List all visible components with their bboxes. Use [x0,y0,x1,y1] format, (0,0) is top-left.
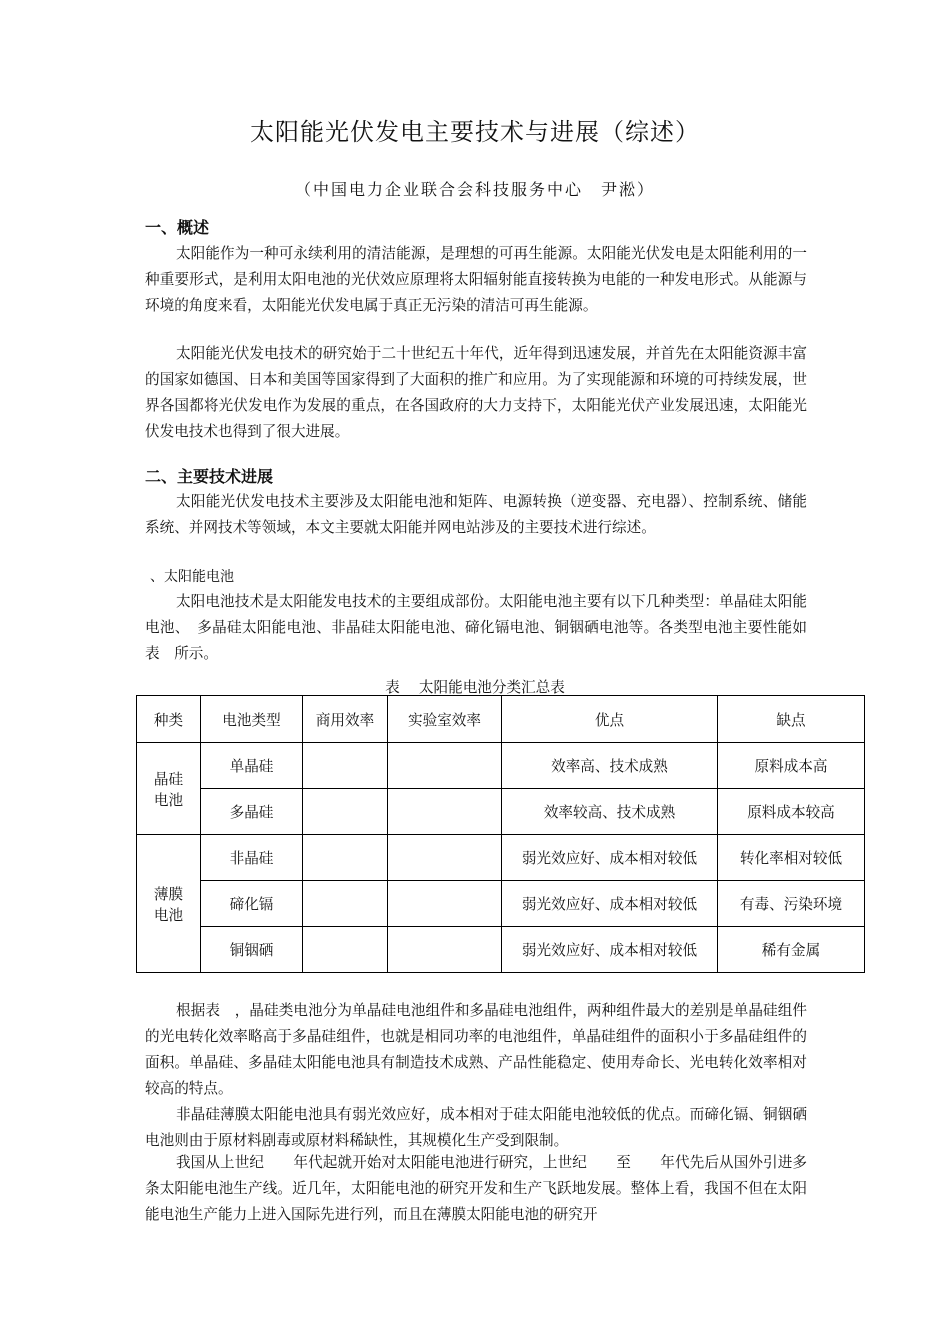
header-cell: 电池类型 [201,696,303,743]
lab-efficiency-cell [388,743,502,789]
cons-cell: 有毒、污染环境 [718,881,865,927]
commercial-efficiency-cell [303,927,388,973]
lab-efficiency-cell [388,789,502,835]
header-cell: 种类 [137,696,201,743]
lab-efficiency-cell [388,835,502,881]
cons-cell: 原料成本较高 [718,789,865,835]
paragraph: 太阳能光伏发电技术的研究始于二十世纪五十年代，近年得到迅速发展，并首先在太阳能资源丰富的国家如德国、日本和美国等国家得到了大面积的推广和应用。为了实现能源和环境的可持续发展，世界各国都将光伏发电作为发展的重点，在各国政府的大力支持下，太阳能光伏产业发展迅速，太阳能光伏发电技术也得到了很大进展。 [145,345,807,440]
paragraph: 根据表 ，晶硅类电池分为单晶硅电池组件和多晶硅电池组件，两种组件最大的差别是单晶硅组件的光电转化效率略高于多晶硅组件，也就是相同功率的电池组件，单晶硅组件的面积小于多晶硅组件的面积。单晶硅、多晶硅太阳能电池具有制造技术成熟、产品性能稳定、使用寿命长、光电转化效率相对较高的特点。 [145,1002,807,1097]
section-heading-overview: 一、概述 [145,218,210,237]
category-cell: 薄膜电池 [137,835,201,973]
type-cell: 非晶硅 [201,835,303,881]
table-row [137,789,865,835]
paragraph: 非晶硅薄膜太阳能电池具有弱光效应好，成本相对于硅太阳能电池较低的优点。而碲化镉、铜铟硒电池则由于原材料剧毒或原材料稀缺性，其规模化生产受到限制。 [145,1106,807,1149]
pros-cell: 弱光效应好、成本相对较低 [502,835,718,881]
table-row [137,835,865,881]
paragraph: 我国从上世纪 年代起就开始对太阳能电池进行研究，上世纪 至 年代先后从国外引进多条太阳能电池生产线。近几年，太阳能电池的研究开发和生产飞跃地发展。整体上看，我国不但在太阳能电池生产能力上进入国际先进行列，而且在薄膜太阳能电池的研究开 [145,1154,807,1223]
document-title: 太阳能光伏发电主要技术与进展（综述） [250,118,700,146]
table-row [137,881,865,927]
type-cell: 多晶硅 [201,789,303,835]
header-cell: 缺点 [718,696,865,743]
table-row [137,743,865,789]
type-cell: 单晶硅 [201,743,303,789]
subsection-heading-solar-cells: 、太阳能电池 [150,569,234,585]
commercial-efficiency-cell [303,881,388,927]
header-cell: 实验室效率 [388,696,502,743]
table-header-row [137,696,865,743]
section-heading-tech-progress: 二、主要技术进展 [145,467,274,486]
type-cell: 铜铟硒 [201,927,303,973]
author-byline: （中国电力企业联合会科技服务中心 尹淞） [294,180,655,199]
cons-cell: 原料成本高 [718,743,865,789]
pros-cell: 效率较高、技术成熟 [502,789,718,835]
lab-efficiency-cell [388,927,502,973]
category-cell: 晶硅电池 [137,743,201,835]
commercial-efficiency-cell [303,743,388,789]
lab-efficiency-cell [388,881,502,927]
pros-cell: 效率高、技术成熟 [502,743,718,789]
header-cell: 优点 [502,696,718,743]
paragraph: 太阳能作为一种可永续利用的清洁能源，是理想的可再生能源。太阳能光伏发电是太阳能利用的一种重要形式，是利用太阳电池的光伏效应原理将太阳辐射能直接转换为电能的一种发电形式。从能源与环境的角度来看，太阳能光伏发电属于真正无污染的清洁可再生能源。 [145,245,807,314]
header-cell: 商用效率 [303,696,388,743]
solar-cell-table [136,695,865,973]
paragraph: 太阳能光伏发电技术主要涉及太阳能电池和矩阵、电源转换（逆变器、充电器）、控制系统、储能系统、并网技术等领域，本文主要就太阳能并网电站涉及的主要技术进行综述。 [145,493,807,536]
pros-cell: 弱光效应好、成本相对较低 [502,927,718,973]
pros-cell: 弱光效应好、成本相对较低 [502,881,718,927]
cons-cell: 转化率相对较低 [718,835,865,881]
commercial-efficiency-cell [303,789,388,835]
table-caption: 表 太阳能电池分类汇总表 [385,679,565,696]
type-cell: 碲化镉 [201,881,303,927]
table-row [137,927,865,973]
commercial-efficiency-cell [303,835,388,881]
cons-cell: 稀有金属 [718,927,865,973]
paragraph: 太阳电池技术是太阳能发电技术的主要组成部份。太阳能电池主要有以下几种类型：单晶硅太阳能电池、 多晶硅太阳能电池、非晶硅太阳能电池、碲化镉电池、铜铟硒电池等。各类型电池主要性能如表 所示。 [145,593,807,662]
